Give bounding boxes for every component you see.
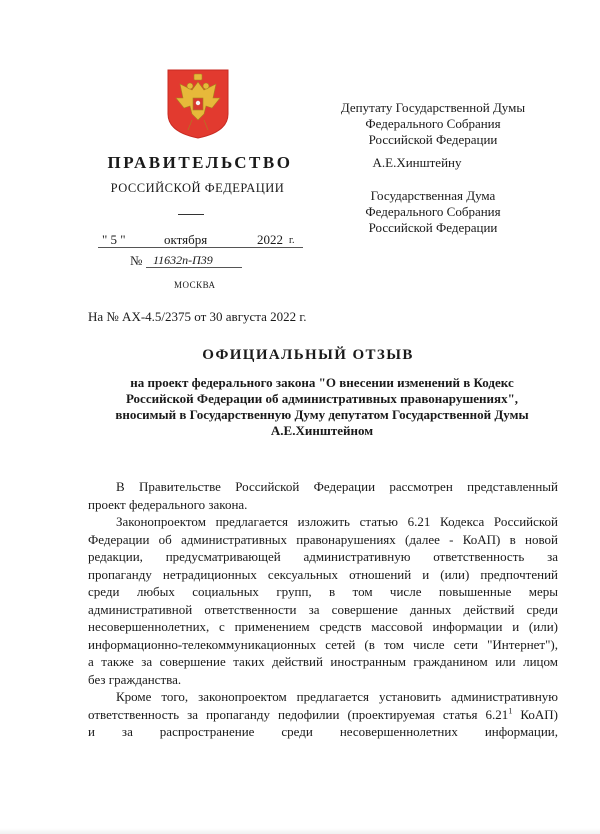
paragraph-line: Законопроектом предлагается изложить статью 6.21 Кодекса Российской: [116, 514, 558, 529]
document-title: ОФИЦИАЛЬНЫЙ ОТЗЫВ: [202, 347, 414, 363]
recipient-duma: [338, 188, 528, 236]
subtitle-line: вносимый в Государственную Думу депутатом Государственной Думы: [115, 407, 529, 422]
paragraph-line: проект федерального закона.: [88, 496, 248, 512]
number-label: №: [130, 253, 143, 268]
paragraph-line: и за распространение среди несовершеннолетних информации,: [88, 724, 558, 739]
recipient-line: Государственная Дума: [370, 188, 496, 203]
document-number: 11632п-П39: [153, 253, 213, 267]
document-body: [88, 478, 558, 741]
coat-of-arms-emblem: [166, 68, 230, 140]
page-edge-shadow: [0, 828, 600, 834]
superscript: 1: [508, 706, 513, 716]
recipient-deputy: [338, 100, 528, 148]
number-underline: [146, 267, 242, 268]
recipient-line: Федерального Собрания: [365, 116, 501, 131]
government-subtitle: РОССИЙСКОЙ ФЕДЕРАЦИИ: [110, 181, 285, 195]
recipient-line: Федерального Собрания: [365, 204, 501, 219]
paragraph-line: административной ответственности за совершение данных действий среди: [88, 601, 558, 617]
paragraph-line: среди любых социальных групп, в том числе повышенные меры: [88, 584, 558, 599]
paragraph-line: В Правительстве Российской Федерации рассмотрен представленный: [116, 479, 558, 494]
date-month: октября: [164, 232, 208, 247]
government-title: ПРАВИТЕЛЬСТВО: [107, 153, 293, 172]
paragraph-line: несовершеннолетних, с применением средств массовой информации и (или): [88, 619, 558, 634]
paragraph-line: информационно-телекоммуникационных сетей (в том числе сети "Интернет"),: [88, 636, 558, 652]
paragraph-line: а также за совершение таких действий иностранным гражданином или лицом: [88, 654, 558, 669]
date-underline: [98, 247, 303, 248]
subtitle-line: Российской Федерации об административных правонарушениях",: [125, 391, 519, 406]
recipient-line: Российской Федерации: [368, 220, 498, 235]
divider: [178, 214, 204, 215]
subtitle-line: на проект федерального закона "О внесении изменений в Кодекс: [130, 375, 514, 390]
paragraph-line: ответственность за пропаганду педофилии (проектируемая статья 6.21$^1$ КоАП): [88, 706, 558, 722]
paragraph-line: Кроме того, законопроектом предлагается установить административную: [116, 689, 558, 704]
date-day: " 5 ": [102, 232, 126, 247]
document-subtitle: [82, 375, 562, 439]
recipient-line: Российской Федерации: [368, 132, 498, 147]
paragraph-line: редакции, предусматривающей административную ответственность за: [88, 549, 558, 564]
paragraph-line: пропаганду нетрадиционных сексуальных отношений и (или) предпочтений: [88, 566, 558, 582]
subtitle-line: А.Е.Хинштейном: [270, 423, 374, 438]
recipient-line: Депутату Государственной Думы: [340, 100, 526, 115]
date-year: 2022: [257, 232, 283, 247]
reference-line: На № АХ-4.5/2375 от 30 августа 2022 г.: [88, 309, 307, 324]
city-label: МОСКВА: [174, 280, 216, 290]
date-year-suffix: г.: [289, 235, 295, 246]
paragraph-line: Федерации об административных правонарушениях (далее - КоАП) в новой: [88, 531, 558, 547]
paragraph-line: без гражданства.: [88, 671, 182, 687]
recipient-name: А.Е.Хинштейну: [372, 155, 462, 170]
